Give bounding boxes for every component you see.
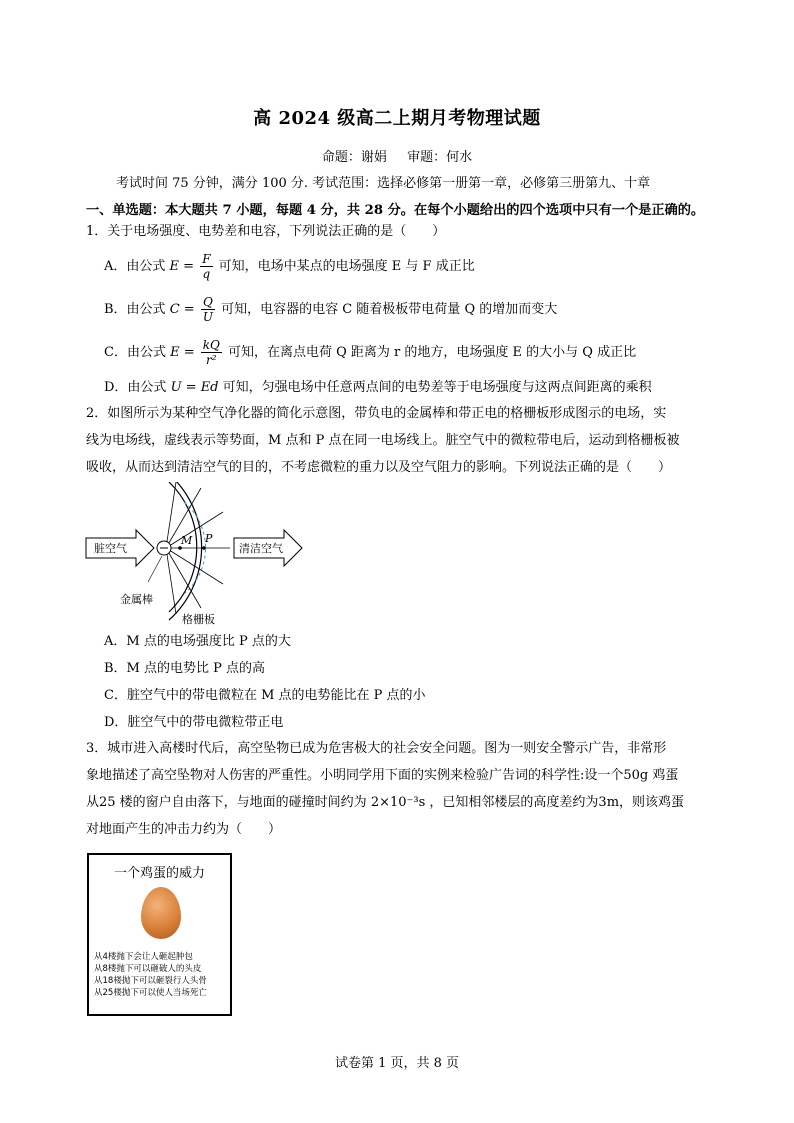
- poster-line-3: 从18楼抛下可以砸裂行人头骨: [94, 976, 207, 986]
- q1-b-lhs: C =: [169, 302, 195, 317]
- poster-line-1: 从4楼抛下会让人砸起肿包: [94, 952, 193, 962]
- q2-stem-line-3: 吸收，从而达到清洁空气的目的，不考虑微粒的重力以及空气阻力的影响。下列说法正确的是（ ）: [86, 460, 672, 475]
- question-3-stem: [86, 735, 711, 843]
- q1-option-a: [104, 252, 475, 281]
- label-m: M: [181, 534, 193, 547]
- q3-stem-line-3: [86, 789, 711, 816]
- exam-title: 高 2024 级高二上期月考物理试题: [253, 108, 541, 129]
- q3-stem-3b: ，已知相邻楼层的高度差约为3m，则该鸡蛋: [429, 795, 685, 810]
- q1-d-pre: D．由公式: [104, 380, 167, 395]
- q1-c-fraction: [201, 338, 222, 367]
- clean-air-label: 清洁空气: [239, 542, 283, 555]
- q2-stem-line-2: 线为电场线，虚线表示等势面，M 点和 P 点在同一电场线上。脏空气中的微粒带电后，运动到格栅板被: [86, 433, 680, 448]
- reviewer-name: 审题：何水: [407, 150, 473, 165]
- q1-c-den: r²: [206, 353, 217, 367]
- grid-label: 格栅板: [182, 613, 215, 626]
- q1-d-formula: U = Ed: [170, 380, 219, 395]
- q1-a-pre: A．由公式: [104, 259, 166, 274]
- poster-line-4: 从25楼抛下可以使人当场死亡: [94, 988, 207, 998]
- q3-collision-time: 2×10⁻³s: [370, 795, 426, 810]
- q1-a-post: 可知，电场中某点的电场强度 E 与 F 成正比: [218, 259, 475, 274]
- q1-a-lhs: E =: [169, 259, 195, 274]
- q1-d-post: 可知，匀强电场中任意两点间的电势差等于电场强度与这两点间距离的乘积: [222, 380, 652, 395]
- q2-option-a: A．M 点的电场强度比 P 点的大: [104, 634, 291, 649]
- question-1-stem: 1．关于电场强度、电势差和电容，下列说法正确的是（ ）: [86, 224, 446, 239]
- q3-stem-line-4: 对地面产生的冲击力约为（ ）: [86, 822, 282, 837]
- q1-c-lhs: E =: [170, 345, 195, 360]
- q1-c-post: 可知，在离点电荷 Q 距离为 r 的地方，电场强度 E 的大小与 Q 成正比: [228, 345, 637, 360]
- egg-warning-poster: [87, 853, 232, 1016]
- q1-b-num: Q: [202, 295, 213, 309]
- setter-name: 命题：谢娟: [321, 150, 387, 165]
- q1-a-num: F: [202, 252, 211, 266]
- q2-option-b: B．M 点的电势比 P 点的高: [104, 661, 266, 676]
- air-purifier-diagram: [84, 482, 314, 627]
- q3-stem-line-2: 象地描述了高空坠物对人伤害的严重性。小明同学用下面的实例来检验广告词的科学性:设一个50g 鸡蛋: [86, 768, 679, 783]
- egg-image: [141, 887, 181, 939]
- page-footer: 试卷第 1 页，共 8 页: [334, 1056, 460, 1071]
- question-2-stem: [86, 400, 711, 481]
- poster-title: 一个鸡蛋的威力: [113, 866, 205, 881]
- section-heading: 一、单选题：本大题共 7 小题，每题 4 分，共 28 分。在每个小题给出的四个选项中只有一个是正确的。: [86, 203, 705, 218]
- poster-lines: [94, 951, 207, 999]
- q1-b-den: U: [202, 310, 213, 324]
- q1-b-post: 可知，电容器的电容 C 随着极板带电荷量 Q 的增加而变大: [221, 302, 558, 317]
- rod-label: 金属棒: [120, 593, 153, 606]
- q1-option-d: [104, 376, 652, 395]
- q1-option-b: [104, 295, 557, 324]
- q1-b-pre: B．由公式: [104, 302, 166, 317]
- q2-option-c: C．脏空气中的带电微粒在 M 点的电势能比在 P 点的小: [104, 688, 426, 703]
- exam-info: 考试时间 75 分钟，满分 100 分. 考试范围：选择必修第一册第一章，必修第三册第九、十章: [116, 176, 651, 191]
- authors-line: [0, 146, 794, 165]
- point-p: [202, 546, 206, 550]
- q1-a-den: q: [202, 267, 211, 281]
- q2-stem-line-1: 2．如图所示为某种空气净化器的简化示意图，带负电的金属棒和带正电的格栅板形成图示的电场，实: [86, 406, 667, 421]
- poster-line-2: 从8楼抛下可以砸破人的头皮: [94, 964, 202, 974]
- q1-c-num: kQ: [202, 338, 220, 352]
- q1-a-fraction: [200, 252, 212, 281]
- q3-stem-3a: 从25 楼的窗户自由落下，与地面的碰撞时间约为: [86, 795, 367, 810]
- dirty-air-label: 脏空气: [94, 542, 127, 555]
- field-lines: [166, 482, 230, 614]
- q2-option-d: D．脏空气中的带电微粒带正电: [104, 715, 284, 730]
- q1-c-pre: C．由公式: [104, 345, 166, 360]
- q3-stem-line-1: 3．城市进入高楼时代后，高空坠物已成为危害极大的社会安全问题。图为一则安全警示广告，非常形: [86, 741, 667, 756]
- label-p: P: [205, 532, 213, 545]
- q1-b-fraction: [201, 295, 215, 324]
- rod-pointer: [148, 556, 162, 582]
- q1-option-c: [104, 338, 636, 367]
